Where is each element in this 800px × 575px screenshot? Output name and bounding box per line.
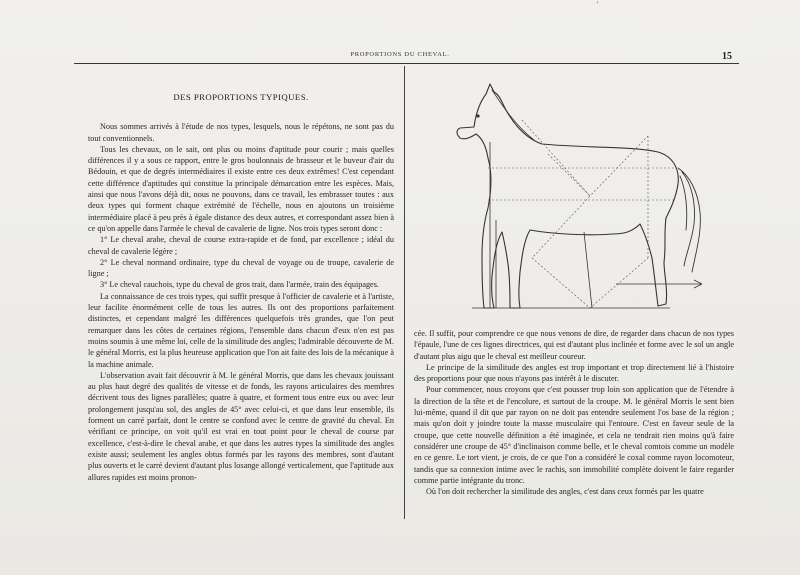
- paragraph: La connaissance de ces trois types, qui suffit presque à l'officier de cavalerie et à l'artiste, leur facilite énormément celle de tous les autres. Ils ont des proportions parfaitement distinctes, et cependant malgré les différences quelquefois très grandes, que l'on peut remarquer dans les côtes de certaines régions, l'ensemble dans chacun d'eux n'en est pas moins soumis à une même loi, celle de la similitude des angles; l'admirable découverte de M. le général Morris, est la plus heureuse application que l'on ait faite des lois de la mécanique à la machine animale.: [88, 291, 394, 369]
- paragraph: Le principe de la similitude des angles est trop important et trop directement lié à l'histoire des proportions pour que nous n'ayons pas intérêt à le discuter.: [414, 362, 734, 384]
- running-head: PROPORTIONS DU CHEVAL.: [350, 51, 450, 58]
- left-column: [88, 92, 394, 483]
- right-column: [414, 328, 734, 497]
- list-item: 3° Le cheval cauchois, type du cheval de gros trait, dans l'armée, train des équipages.: [100, 280, 379, 290]
- column-divider: [404, 66, 405, 519]
- header-rule: [74, 63, 739, 64]
- horse-proportion-figure: [412, 72, 738, 322]
- list-item: 1° Le cheval arabe, cheval de course extra-rapide et de fond, par excellence ; idéal du cheval de cavalerie légère ;: [88, 235, 394, 256]
- paragraph: Pour commencer, nous croyons que c'est pousser trop loin son application que de l'étendre à la direction de la tête et de l'encolure, et surtout de la croupe. M. le général Morris le sent bien lui-même, quand il dit que par rayon on ne doit pas entendre seulement l'os base de la région ; mais qu'on doit y joindre toute la masse musculaire qui l'entoure. C'est en faveur seule de la croupe, que cette nouvelle définition a été imaginée, et cela ne tendrait rien moins qu'à faire considérer une croupe de 45° d'inclinaison comme belle, et le cheval comtois comme un modèle en ce genre. Le tort vient, je crois, de ce que l'on a considéré le coxal comme rayon locomoteur, tandis que sa connexion intime avec le rachis, son immobilité complète doivent le faire regarder comme partie intégrante du tronc.: [414, 385, 734, 485]
- horse-mane: [492, 90, 534, 140]
- section-title: DES PROPORTIONS TYPIQUES.: [173, 92, 309, 102]
- paragraph: Tous les chevaux, on le sait, ont plus ou moins d'aptitude pour courir ; mais quelles différences il y a sous ce rapport, entre le gros boulonnais de brasseur et le buveur d'air du Bédouin, et que de degrés intermédiaires il existe entre ces deux extrêmes! C'est cependant cette différence d'aptitudes qui constitue la principale démarcation entre les espèces. Mais, ainsi que nous l'avons déjà dit, nous ne pouvons, dans ce travail, les embrasser toutes : aux deux types qui forment chaque extrémité de l'échelle, nous en ajoutons un troisième intermédiaire placé à peu près à égale distance des deux autres, et correspondant assez bien à ce qu'on appelle dans l'armée le cheval de cavalerie de ligne. Nos trois types seront donc :: [88, 144, 394, 233]
- page-number: 15: [722, 51, 732, 62]
- diagonal-back: [532, 154, 590, 258]
- paragraph: Nous sommes arrivés à l'étude de nos types, lesquels, nous le répétons, ne sont pas du tout conventionnels.: [88, 122, 394, 143]
- horse-eye: [476, 114, 479, 117]
- paragraph: Où l'on doit rechercher la similitude des angles, c'est dans ceux formés par les quatre: [426, 487, 704, 497]
- horse-tail: [678, 168, 700, 272]
- margin-mark: ': [597, 0, 599, 9]
- square-bottom: [532, 258, 648, 308]
- diagonal-front: [522, 120, 648, 196]
- list-item: 2° Le cheval normand ordinaire, type du cheval de voyage ou de troupe, cavalerie de ligne ;: [88, 257, 394, 279]
- paragraph: cée. Il suffit, pour comprendre ce que nous venons de dire, de regarder dans chacun de nos types l'épaule, l'une de ces lignes directrices, qui est d'autant plus inclinée et forme avec le sol un angle d'autant plus aigu que le cheval est meilleur coureur.: [414, 329, 734, 361]
- paragraph: L'observation avait fait découvrir à M. le général Morris, que dans les chevaux jouissant au plus haut degré des qualités de vitesse et de fonds, les rayons articulaires des membres décrivent tous des lignes parallèles; quatre à quatre, et forment tous entre eux ou avec leur prolongement jusqu'au sol, des angles de 45° avec celui-ci, et que dans leur ensemble, ils forment un carré parfait, dont le centre se confond avec le centre de gravité du cheval. En vérifiant ce principe, on voit qu'il est vrai en tout point pour le cheval de course par excellence, c'est-à-dire le cheval arabe, et que dans les autres types la similitude des angles existe aussi; seulement les angles obtus formés par les rayons des membres, sont d'autant plus ouverts et le carré devient d'autant plus losange allongé verticalement, que l'aptitude aux allures rapides est moins pronon-: [88, 370, 394, 482]
